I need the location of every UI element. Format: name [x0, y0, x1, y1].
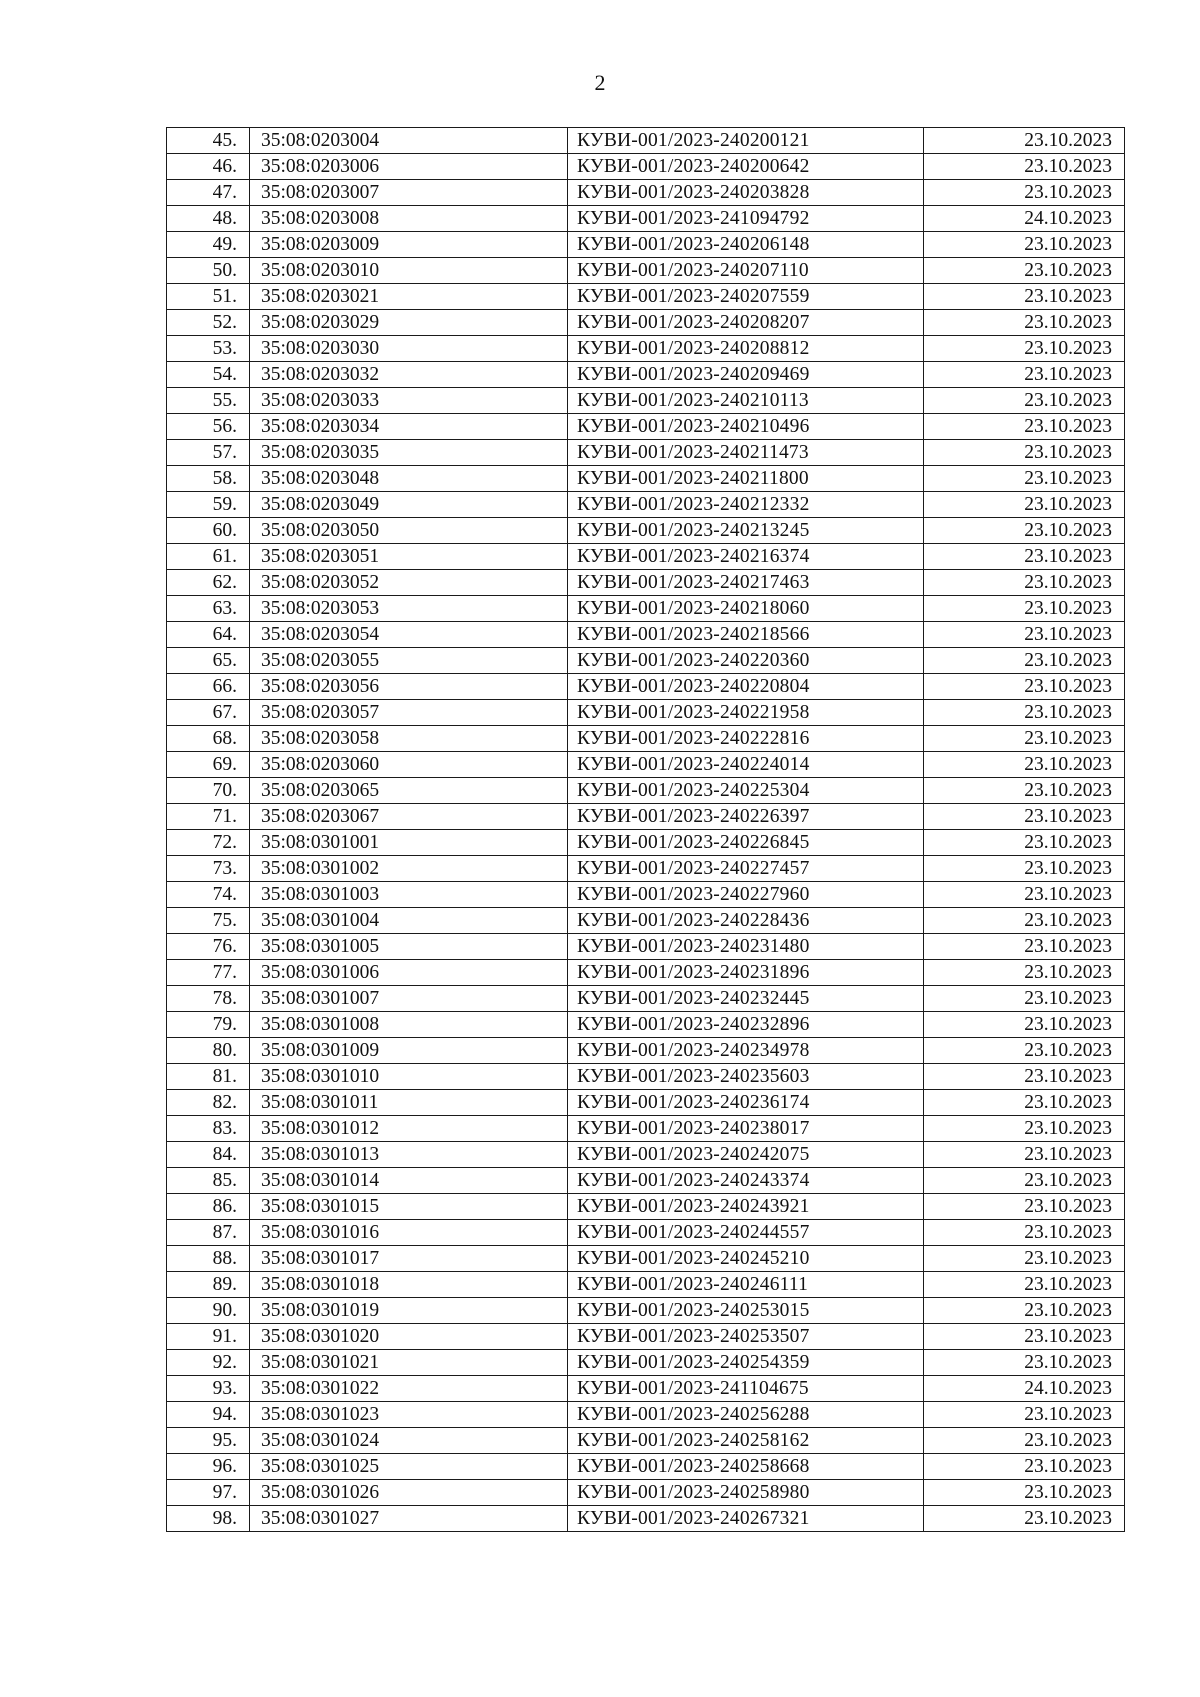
date-cell: 23.10.2023	[924, 232, 1125, 258]
table-row	[167, 986, 1125, 1012]
table-row	[167, 466, 1125, 492]
cadastral-number-cell: 35:08:0203049	[250, 492, 568, 518]
cadastral-number-cell: 35:08:0301016	[250, 1220, 568, 1246]
extract-number-cell: КУВИ-001/2023-240226397	[568, 804, 924, 830]
row-number-cell: 72.	[167, 830, 250, 856]
extract-number-cell: КУВИ-001/2023-240224014	[568, 752, 924, 778]
cadastral-number-cell: 35:08:0301010	[250, 1064, 568, 1090]
date-cell: 23.10.2023	[924, 674, 1125, 700]
row-number-cell: 57.	[167, 440, 250, 466]
table-row	[167, 726, 1125, 752]
extract-number-cell: КУВИ-001/2023-240243374	[568, 1168, 924, 1194]
extract-number-cell: КУВИ-001/2023-240246111	[568, 1272, 924, 1298]
cadastral-number-cell: 35:08:0203052	[250, 570, 568, 596]
row-number-cell: 64.	[167, 622, 250, 648]
table-row	[167, 1220, 1125, 1246]
table-row	[167, 1506, 1125, 1532]
date-cell: 23.10.2023	[924, 700, 1125, 726]
row-number-cell: 45.	[167, 128, 250, 154]
row-number-cell: 63.	[167, 596, 250, 622]
cadastral-number-cell: 35:08:0301004	[250, 908, 568, 934]
extract-number-cell: КУВИ-001/2023-240231480	[568, 934, 924, 960]
cadastral-number-cell: 35:08:0301024	[250, 1428, 568, 1454]
date-cell: 23.10.2023	[924, 752, 1125, 778]
cadastral-number-cell: 35:08:0203051	[250, 544, 568, 570]
row-number-cell: 94.	[167, 1402, 250, 1428]
table-row	[167, 414, 1125, 440]
cadastral-number-cell: 35:08:0301025	[250, 1454, 568, 1480]
table-row	[167, 1246, 1125, 1272]
table-row	[167, 1324, 1125, 1350]
row-number-cell: 53.	[167, 336, 250, 362]
date-cell: 23.10.2023	[924, 1194, 1125, 1220]
cadastral-number-cell: 35:08:0203055	[250, 648, 568, 674]
table-row	[167, 908, 1125, 934]
cadastral-number-cell: 35:08:0203057	[250, 700, 568, 726]
cadastral-number-cell: 35:08:0301014	[250, 1168, 568, 1194]
table-row	[167, 570, 1125, 596]
cadastral-number-cell: 35:08:0203004	[250, 128, 568, 154]
cadastral-number-cell: 35:08:0301003	[250, 882, 568, 908]
cadastral-number-cell: 35:08:0203029	[250, 310, 568, 336]
extract-number-cell: КУВИ-001/2023-240220804	[568, 674, 924, 700]
cadastral-number-cell: 35:08:0301012	[250, 1116, 568, 1142]
row-number-cell: 52.	[167, 310, 250, 336]
cadastral-number-cell: 35:08:0301005	[250, 934, 568, 960]
row-number-cell: 55.	[167, 388, 250, 414]
page-number: 2	[594, 70, 606, 95]
cadastral-number-cell: 35:08:0203053	[250, 596, 568, 622]
extract-number-cell: КУВИ-001/2023-240213245	[568, 518, 924, 544]
row-number-cell: 91.	[167, 1324, 250, 1350]
row-number-cell: 75.	[167, 908, 250, 934]
table-row	[167, 1012, 1125, 1038]
table-row	[167, 336, 1125, 362]
extract-number-cell: КУВИ-001/2023-240221958	[568, 700, 924, 726]
date-cell: 23.10.2023	[924, 882, 1125, 908]
row-number-cell: 51.	[167, 284, 250, 310]
extract-number-cell: КУВИ-001/2023-240258980	[568, 1480, 924, 1506]
date-cell: 23.10.2023	[924, 1142, 1125, 1168]
extract-number-cell: КУВИ-001/2023-240220360	[568, 648, 924, 674]
table-row	[167, 882, 1125, 908]
row-number-cell: 46.	[167, 154, 250, 180]
cadastral-number-cell: 35:08:0203056	[250, 674, 568, 700]
table-row	[167, 1168, 1125, 1194]
extract-number-cell: КУВИ-001/2023-240207559	[568, 284, 924, 310]
date-cell: 23.10.2023	[924, 778, 1125, 804]
date-cell: 23.10.2023	[924, 284, 1125, 310]
date-cell: 23.10.2023	[924, 908, 1125, 934]
cadastral-number-cell: 35:08:0301021	[250, 1350, 568, 1376]
extract-number-cell: КУВИ-001/2023-240242075	[568, 1142, 924, 1168]
extract-number-cell: КУВИ-001/2023-240243921	[568, 1194, 924, 1220]
table-row	[167, 1376, 1125, 1402]
extract-number-cell: КУВИ-001/2023-240258668	[568, 1454, 924, 1480]
cadastral-number-cell: 35:08:0203065	[250, 778, 568, 804]
row-number-cell: 83.	[167, 1116, 250, 1142]
date-cell: 23.10.2023	[924, 466, 1125, 492]
row-number-cell: 59.	[167, 492, 250, 518]
row-number-cell: 78.	[167, 986, 250, 1012]
cadastral-number-cell: 35:08:0203030	[250, 336, 568, 362]
row-number-cell: 74.	[167, 882, 250, 908]
extract-number-cell: КУВИ-001/2023-240200642	[568, 154, 924, 180]
extract-number-cell: КУВИ-001/2023-240231896	[568, 960, 924, 986]
row-number-cell: 67.	[167, 700, 250, 726]
date-cell: 23.10.2023	[924, 1246, 1125, 1272]
row-number-cell: 82.	[167, 1090, 250, 1116]
cadastral-number-cell: 35:08:0301011	[250, 1090, 568, 1116]
row-number-cell: 79.	[167, 1012, 250, 1038]
row-number-cell: 65.	[167, 648, 250, 674]
extract-number-cell: КУВИ-001/2023-240211473	[568, 440, 924, 466]
table-row	[167, 518, 1125, 544]
date-cell: 23.10.2023	[924, 1090, 1125, 1116]
date-cell: 23.10.2023	[924, 1220, 1125, 1246]
date-cell: 23.10.2023	[924, 310, 1125, 336]
date-cell: 23.10.2023	[924, 1038, 1125, 1064]
extract-number-cell: КУВИ-001/2023-240238017	[568, 1116, 924, 1142]
cadastral-number-cell: 35:08:0203050	[250, 518, 568, 544]
date-cell: 23.10.2023	[924, 180, 1125, 206]
cadastral-number-cell: 35:08:0301009	[250, 1038, 568, 1064]
extract-number-cell: КУВИ-001/2023-240225304	[568, 778, 924, 804]
extract-number-cell: КУВИ-001/2023-240218060	[568, 596, 924, 622]
cadastral-number-cell: 35:08:0301022	[250, 1376, 568, 1402]
extract-number-cell: КУВИ-001/2023-241094792	[568, 206, 924, 232]
extract-number-cell: КУВИ-001/2023-240245210	[568, 1246, 924, 1272]
table-row	[167, 700, 1125, 726]
table-row	[167, 362, 1125, 388]
table-row	[167, 388, 1125, 414]
table-row	[167, 622, 1125, 648]
date-cell: 23.10.2023	[924, 1428, 1125, 1454]
row-number-cell: 60.	[167, 518, 250, 544]
date-cell: 23.10.2023	[924, 492, 1125, 518]
date-cell: 23.10.2023	[924, 1402, 1125, 1428]
row-number-cell: 85.	[167, 1168, 250, 1194]
table-row	[167, 128, 1125, 154]
row-number-cell: 68.	[167, 726, 250, 752]
table-row	[167, 1194, 1125, 1220]
date-cell: 23.10.2023	[924, 154, 1125, 180]
table-row	[167, 1350, 1125, 1376]
row-number-cell: 89.	[167, 1272, 250, 1298]
row-number-cell: 47.	[167, 180, 250, 206]
date-cell: 23.10.2023	[924, 570, 1125, 596]
date-cell: 23.10.2023	[924, 1116, 1125, 1142]
row-number-cell: 86.	[167, 1194, 250, 1220]
extract-number-cell: КУВИ-001/2023-240212332	[568, 492, 924, 518]
date-cell: 23.10.2023	[924, 986, 1125, 1012]
row-number-cell: 58.	[167, 466, 250, 492]
cadastral-number-cell: 35:08:0203054	[250, 622, 568, 648]
registry-table-body	[167, 128, 1125, 1532]
extract-number-cell: КУВИ-001/2023-240209469	[568, 362, 924, 388]
extract-number-cell: КУВИ-001/2023-240232896	[568, 1012, 924, 1038]
table-row	[167, 804, 1125, 830]
date-cell: 23.10.2023	[924, 1506, 1125, 1532]
table-row	[167, 180, 1125, 206]
extract-number-cell: КУВИ-001/2023-240234978	[568, 1038, 924, 1064]
table-row	[167, 284, 1125, 310]
cadastral-number-cell: 35:08:0301013	[250, 1142, 568, 1168]
table-row	[167, 596, 1125, 622]
extract-number-cell: КУВИ-001/2023-240206148	[568, 232, 924, 258]
cadastral-number-cell: 35:08:0203034	[250, 414, 568, 440]
row-number-cell: 98.	[167, 1506, 250, 1532]
row-number-cell: 56.	[167, 414, 250, 440]
extract-number-cell: КУВИ-001/2023-240207110	[568, 258, 924, 284]
row-number-cell: 84.	[167, 1142, 250, 1168]
table-row	[167, 1090, 1125, 1116]
extract-number-cell: КУВИ-001/2023-240217463	[568, 570, 924, 596]
table-row	[167, 1064, 1125, 1090]
extract-number-cell: КУВИ-001/2023-240226845	[568, 830, 924, 856]
extract-number-cell: КУВИ-001/2023-240236174	[568, 1090, 924, 1116]
extract-number-cell: КУВИ-001/2023-241104675	[568, 1376, 924, 1402]
cadastral-number-cell: 35:08:0301006	[250, 960, 568, 986]
table-row	[167, 1428, 1125, 1454]
table-row	[167, 232, 1125, 258]
extract-number-cell: КУВИ-001/2023-240227960	[568, 882, 924, 908]
date-cell: 23.10.2023	[924, 1298, 1125, 1324]
extract-number-cell: КУВИ-001/2023-240258162	[568, 1428, 924, 1454]
date-cell: 23.10.2023	[924, 362, 1125, 388]
extract-number-cell: КУВИ-001/2023-240203828	[568, 180, 924, 206]
cadastral-number-cell: 35:08:0203035	[250, 440, 568, 466]
table-row	[167, 1142, 1125, 1168]
row-number-cell: 73.	[167, 856, 250, 882]
date-cell: 23.10.2023	[924, 388, 1125, 414]
registry-table	[166, 127, 1125, 1532]
row-number-cell: 87.	[167, 1220, 250, 1246]
table-row	[167, 154, 1125, 180]
cadastral-number-cell: 35:08:0301017	[250, 1246, 568, 1272]
cadastral-number-cell: 35:08:0203048	[250, 466, 568, 492]
row-number-cell: 54.	[167, 362, 250, 388]
cadastral-number-cell: 35:08:0301026	[250, 1480, 568, 1506]
date-cell: 23.10.2023	[924, 804, 1125, 830]
cadastral-number-cell: 35:08:0203058	[250, 726, 568, 752]
table-row	[167, 544, 1125, 570]
row-number-cell: 93.	[167, 1376, 250, 1402]
row-number-cell: 70.	[167, 778, 250, 804]
row-number-cell: 66.	[167, 674, 250, 700]
table-row	[167, 856, 1125, 882]
date-cell: 23.10.2023	[924, 1012, 1125, 1038]
row-number-cell: 81.	[167, 1064, 250, 1090]
extract-number-cell: КУВИ-001/2023-240210113	[568, 388, 924, 414]
row-number-cell: 49.	[167, 232, 250, 258]
table-row	[167, 492, 1125, 518]
date-cell: 23.10.2023	[924, 596, 1125, 622]
table-row	[167, 1480, 1125, 1506]
extract-number-cell: КУВИ-001/2023-240267321	[568, 1506, 924, 1532]
cadastral-number-cell: 35:08:0203008	[250, 206, 568, 232]
date-cell: 23.10.2023	[924, 622, 1125, 648]
date-cell: 23.10.2023	[924, 518, 1125, 544]
date-cell: 23.10.2023	[924, 336, 1125, 362]
row-number-cell: 97.	[167, 1480, 250, 1506]
extract-number-cell: КУВИ-001/2023-240256288	[568, 1402, 924, 1428]
table-row	[167, 778, 1125, 804]
date-cell: 23.10.2023	[924, 258, 1125, 284]
row-number-cell: 80.	[167, 1038, 250, 1064]
row-number-cell: 96.	[167, 1454, 250, 1480]
cadastral-number-cell: 35:08:0301002	[250, 856, 568, 882]
table-row	[167, 1454, 1125, 1480]
extract-number-cell: КУВИ-001/2023-240227457	[568, 856, 924, 882]
row-number-cell: 61.	[167, 544, 250, 570]
row-number-cell: 90.	[167, 1298, 250, 1324]
date-cell: 23.10.2023	[924, 414, 1125, 440]
cadastral-number-cell: 35:08:0301007	[250, 986, 568, 1012]
date-cell: 23.10.2023	[924, 934, 1125, 960]
date-cell: 23.10.2023	[924, 960, 1125, 986]
table-row	[167, 1298, 1125, 1324]
extract-number-cell: КУВИ-001/2023-240232445	[568, 986, 924, 1012]
table-row	[167, 752, 1125, 778]
cadastral-number-cell: 35:08:0301023	[250, 1402, 568, 1428]
row-number-cell: 77.	[167, 960, 250, 986]
cadastral-number-cell: 35:08:0301019	[250, 1298, 568, 1324]
date-cell: 23.10.2023	[924, 1168, 1125, 1194]
date-cell: 23.10.2023	[924, 1350, 1125, 1376]
cadastral-number-cell: 35:08:0301001	[250, 830, 568, 856]
extract-number-cell: КУВИ-001/2023-240254359	[568, 1350, 924, 1376]
row-number-cell: 50.	[167, 258, 250, 284]
extract-number-cell: КУВИ-001/2023-240222816	[568, 726, 924, 752]
date-cell: 23.10.2023	[924, 1272, 1125, 1298]
cadastral-number-cell: 35:08:0203060	[250, 752, 568, 778]
date-cell: 23.10.2023	[924, 440, 1125, 466]
date-cell: 23.10.2023	[924, 1480, 1125, 1506]
date-cell: 23.10.2023	[924, 856, 1125, 882]
cadastral-number-cell: 35:08:0301018	[250, 1272, 568, 1298]
row-number-cell: 71.	[167, 804, 250, 830]
date-cell: 23.10.2023	[924, 1324, 1125, 1350]
extract-number-cell: КУВИ-001/2023-240200121	[568, 128, 924, 154]
extract-number-cell: КУВИ-001/2023-240253507	[568, 1324, 924, 1350]
extract-number-cell: КУВИ-001/2023-240253015	[568, 1298, 924, 1324]
table-row	[167, 1402, 1125, 1428]
extract-number-cell: КУВИ-001/2023-240244557	[568, 1220, 924, 1246]
table-row	[167, 934, 1125, 960]
table-row	[167, 1116, 1125, 1142]
cadastral-number-cell: 35:08:0203021	[250, 284, 568, 310]
cadastral-number-cell: 35:08:0301020	[250, 1324, 568, 1350]
table-row	[167, 1038, 1125, 1064]
cadastral-number-cell: 35:08:0203010	[250, 258, 568, 284]
cadastral-number-cell: 35:08:0301008	[250, 1012, 568, 1038]
date-cell: 23.10.2023	[924, 648, 1125, 674]
cadastral-number-cell: 35:08:0203067	[250, 804, 568, 830]
date-cell: 23.10.2023	[924, 128, 1125, 154]
table-row	[167, 440, 1125, 466]
extract-number-cell: КУВИ-001/2023-240216374	[568, 544, 924, 570]
row-number-cell: 88.	[167, 1246, 250, 1272]
table-row	[167, 830, 1125, 856]
extract-number-cell: КУВИ-001/2023-240210496	[568, 414, 924, 440]
date-cell: 23.10.2023	[924, 830, 1125, 856]
row-number-cell: 48.	[167, 206, 250, 232]
row-number-cell: 95.	[167, 1428, 250, 1454]
extract-number-cell: КУВИ-001/2023-240208207	[568, 310, 924, 336]
date-cell: 23.10.2023	[924, 1064, 1125, 1090]
extract-number-cell: КУВИ-001/2023-240218566	[568, 622, 924, 648]
cadastral-number-cell: 35:08:0203033	[250, 388, 568, 414]
date-cell: 23.10.2023	[924, 726, 1125, 752]
date-cell: 23.10.2023	[924, 1454, 1125, 1480]
table-row	[167, 206, 1125, 232]
table-row	[167, 674, 1125, 700]
cadastral-number-cell: 35:08:0203006	[250, 154, 568, 180]
extract-number-cell: КУВИ-001/2023-240235603	[568, 1064, 924, 1090]
date-cell: 24.10.2023	[924, 206, 1125, 232]
table-row	[167, 648, 1125, 674]
cadastral-number-cell: 35:08:0203009	[250, 232, 568, 258]
cadastral-number-cell: 35:08:0203007	[250, 180, 568, 206]
row-number-cell: 62.	[167, 570, 250, 596]
table-row	[167, 258, 1125, 284]
date-cell: 23.10.2023	[924, 544, 1125, 570]
extract-number-cell: КУВИ-001/2023-240228436	[568, 908, 924, 934]
table-row	[167, 310, 1125, 336]
row-number-cell: 69.	[167, 752, 250, 778]
cadastral-number-cell: 35:08:0301027	[250, 1506, 568, 1532]
cadastral-number-cell: 35:08:0203032	[250, 362, 568, 388]
cadastral-number-cell: 35:08:0301015	[250, 1194, 568, 1220]
row-number-cell: 92.	[167, 1350, 250, 1376]
extract-number-cell: КУВИ-001/2023-240208812	[568, 336, 924, 362]
table-row	[167, 960, 1125, 986]
extract-number-cell: КУВИ-001/2023-240211800	[568, 466, 924, 492]
date-cell: 24.10.2023	[924, 1376, 1125, 1402]
row-number-cell: 76.	[167, 934, 250, 960]
table-row	[167, 1272, 1125, 1298]
